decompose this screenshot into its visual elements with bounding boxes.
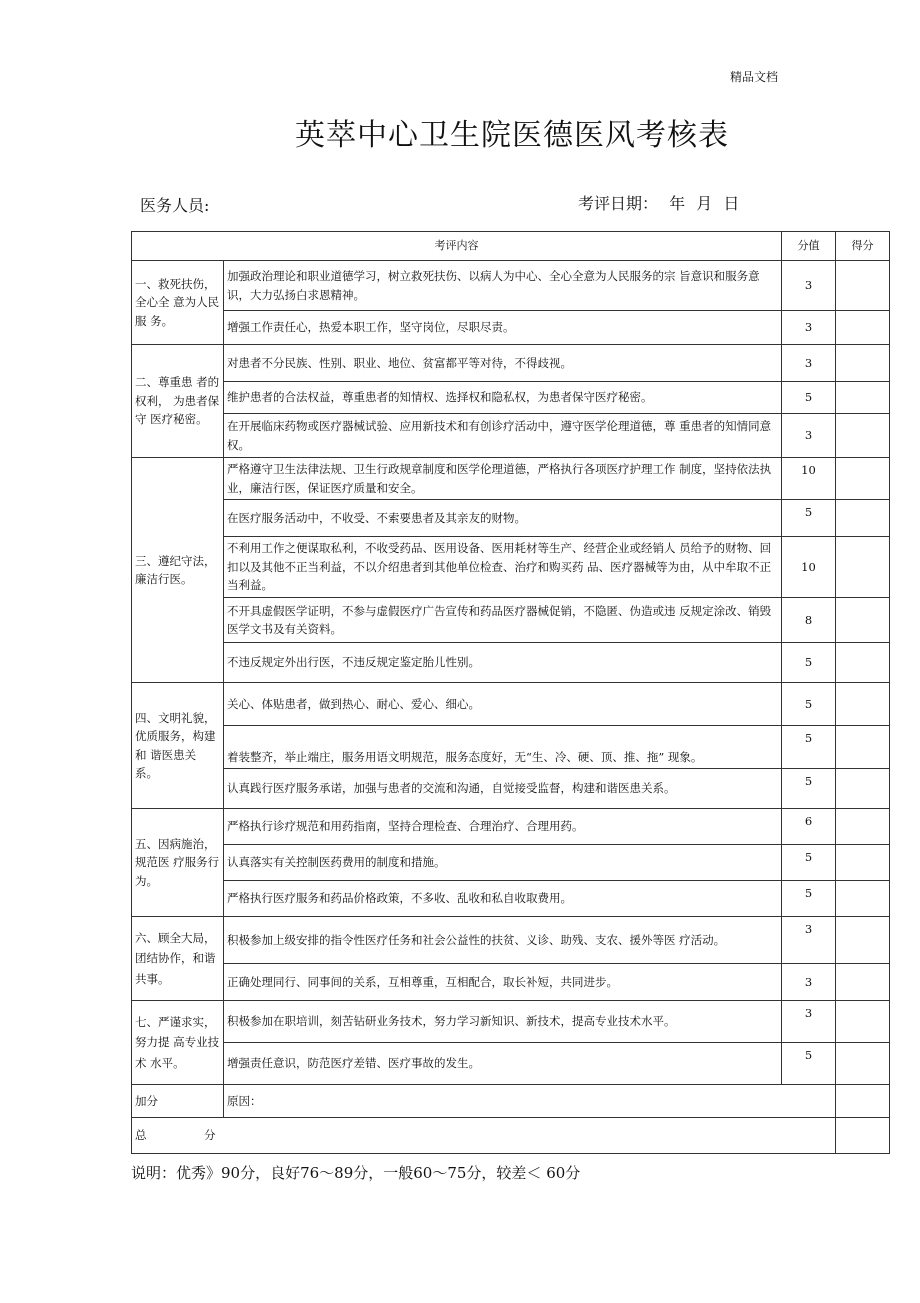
score-value: 3 (782, 311, 836, 345)
got-score-cell[interactable] (836, 311, 890, 345)
bonus-score-cell[interactable] (836, 1085, 890, 1118)
criterion-text: 加强政治理论和职业道德学习，树立救死扶伤、以病人为中心、全心全意为人民服务的宗 旨意识和服务意识，大力弘扬白求恩精神。 (224, 261, 782, 311)
table-row (132, 1001, 890, 1043)
criterion-text: 增强责任意识，防范医疗差错、医疗事故的发生。 (224, 1043, 782, 1085)
category-cell: 三、遵纪守法，廉洁行医。 (132, 458, 224, 683)
criterion-text: 认真落实有关控制医药费用的制度和措施。 (224, 845, 782, 881)
total-score-cell[interactable] (836, 1118, 890, 1154)
table-row (132, 345, 890, 382)
score-value: 5 (782, 500, 836, 537)
score-value: 5 (782, 1043, 836, 1085)
table-row (132, 726, 890, 769)
table-row (132, 261, 890, 311)
score-value: 5 (782, 382, 836, 414)
criterion-text: 正确处理同行、同事间的关系，互相尊重，互相配合，取长补短，共同进步。 (224, 964, 782, 1001)
got-score-cell[interactable] (836, 598, 890, 643)
criterion-text: 不开具虚假医学证明，不参与虚假医疗广告宣传和药品医疗器械促销，不隐匿、伪造或违 反规定涂改、销毁医学文书及有关资料。 (224, 598, 782, 643)
score-value: 10 (782, 458, 836, 500)
score-value: 5 (782, 769, 836, 809)
got-score-cell[interactable] (836, 537, 890, 598)
table-row (132, 500, 890, 537)
got-score-cell[interactable] (836, 809, 890, 845)
got-score-cell[interactable] (836, 643, 890, 683)
score-value: 3 (782, 1001, 836, 1043)
table-row (132, 643, 890, 683)
got-score-cell[interactable] (836, 917, 890, 964)
got-score-cell[interactable] (836, 881, 890, 917)
staff-label: 医务人员: (140, 196, 210, 215)
header-got: 得分 (836, 232, 890, 261)
table-row (132, 809, 890, 845)
table-row (132, 917, 890, 964)
got-score-cell[interactable] (836, 726, 890, 769)
score-value: 6 (782, 809, 836, 845)
got-score-cell[interactable] (836, 261, 890, 311)
criterion-text: 严格遵守卫生法律法规、卫生行政规章制度和医学伦理道德，严格执行各项医疗护理工作 制度，坚持依法执业，廉洁行医，保证医疗质量和安全。 (224, 458, 782, 500)
got-score-cell[interactable] (836, 345, 890, 382)
score-value: 5 (782, 845, 836, 881)
date-year: 年 (669, 194, 686, 213)
page-title: 英萃中心卫生院医德医风考核表 (295, 118, 729, 153)
criterion-text: 积极参加上级安排的指令性医疗任务和社会公益性的扶贫、义诊、助残、支农、援外等医 疗活动。 (224, 917, 782, 964)
score-value: 3 (782, 414, 836, 458)
got-score-cell[interactable] (836, 414, 890, 458)
score-value: 5 (782, 881, 836, 917)
got-score-cell[interactable] (836, 1043, 890, 1085)
score-value: 3 (782, 345, 836, 382)
table-row (132, 382, 890, 414)
criterion-text: 维护患者的合法权益，尊重患者的知情权、选择权和隐私权，为患者保守医疗秘密。 (224, 382, 782, 414)
table-row (132, 769, 890, 809)
header-score: 分值 (782, 232, 836, 261)
category-cell: 六、顾全大局，团结协作，和谐共事。 (132, 917, 224, 1001)
bonus-label: 加分 (132, 1085, 224, 1118)
got-score-cell[interactable] (836, 1001, 890, 1043)
table-row (132, 598, 890, 643)
table-header-row (132, 232, 890, 261)
table-row (132, 537, 890, 598)
rating-note: 说明：优秀》90分，良好76～89分，一般60～75分，较差＜ 60分 (131, 1164, 581, 1182)
table-row (132, 458, 890, 500)
criterion-text: 积极参加在职培训，刻苦钻研业务技术，努力学习新知识、新技术，提高专业技术水平。 (224, 1001, 782, 1043)
got-score-cell[interactable] (836, 683, 890, 726)
criterion-text: 对患者不分民族、性别、职业、地位、贫富都平等对待，不得歧视。 (224, 345, 782, 382)
criterion-text: 严格执行诊疗规范和用药指南，坚持合理检查、合理治疗、合理用药。 (224, 809, 782, 845)
date-month: 月 (696, 194, 713, 213)
got-score-cell[interactable] (836, 845, 890, 881)
criterion-text: 认真践行医疗服务承诺，加强与患者的交流和沟通，自觉接受监督，构建和谐医患关系。 (224, 769, 782, 809)
category-cell: 四、文明礼貌，优质服务，构建和 谐医患关 系。 (132, 683, 224, 809)
evaluation-table (131, 231, 890, 1154)
total-row (132, 1118, 890, 1154)
score-value: 3 (782, 964, 836, 1001)
criterion-text: 着装整齐，举止端庄，服务用语文明规范，服务态度好，无“生、冷、硬、顶、推、拖” 现象。 (224, 726, 782, 769)
category-cell: 一、救死扶伤，全心全 意为人民服 务。 (132, 261, 224, 345)
score-value: 5 (782, 683, 836, 726)
score-value: 5 (782, 643, 836, 683)
table-row (132, 881, 890, 917)
score-value: 5 (782, 726, 836, 769)
date-label: 考评日期： (578, 194, 659, 213)
table-row (132, 414, 890, 458)
evaluation-date (578, 191, 745, 214)
got-score-cell[interactable] (836, 458, 890, 500)
category-cell: 五、因病施治，规范医 疗服务行 为。 (132, 809, 224, 917)
category-cell: 二、尊重患 者的权利， 为患者保守 医疗秘密。 (132, 345, 224, 458)
date-day: 日 (723, 194, 740, 213)
criterion-text: 在开展临床药物或医疗器械试验、应用新技术和有创诊疗活动中，遵守医学伦理道德，尊 重患者的知情同意权。 (224, 414, 782, 458)
got-score-cell[interactable] (836, 500, 890, 537)
score-value: 3 (782, 917, 836, 964)
table-row (132, 1043, 890, 1085)
criterion-text: 增强工作责任心，热爱本职工作，坚守岗位，尽职尽责。 (224, 311, 782, 345)
got-score-cell[interactable] (836, 769, 890, 809)
header-content: 考评内容 (132, 232, 782, 261)
got-score-cell[interactable] (836, 964, 890, 1001)
category-cell: 七、严谨求实，努力提 高专业技术 水平。 (132, 1001, 224, 1085)
table-row (132, 845, 890, 881)
criterion-text: 关心、体贴患者，做到热心、耐心、爱心、细心。 (224, 683, 782, 726)
score-value: 3 (782, 261, 836, 311)
table-row (132, 683, 890, 726)
criterion-text: 在医疗服务活动中，不收受、不索要患者及其亲友的财物。 (224, 500, 782, 537)
score-value: 10 (782, 537, 836, 598)
criterion-text: 不违反规定外出行医，不违反规定鉴定胎儿性别。 (224, 643, 782, 683)
table-row (132, 964, 890, 1001)
got-score-cell[interactable] (836, 382, 890, 414)
criterion-text: 不利用工作之便谋取私利，不收受药品、医用设备、医用耗材等生产、经营企业或经销人 员给予的财物、回扣以及其他不正当利益，不以介绍患者到其他单位检查、治疗和购买药 品、医疗器械等为由，从中牟取不正当利益。 (224, 537, 782, 598)
bonus-row (132, 1085, 890, 1118)
watermark-text: 精品文档 (730, 70, 779, 84)
total-label: 总 分 (132, 1118, 836, 1154)
table-row (132, 311, 890, 345)
bonus-reason[interactable]: 原因： (224, 1085, 836, 1118)
score-value: 8 (782, 598, 836, 643)
criterion-text: 严格执行医疗服务和药品价格政策，不多收、乱收和私自收取费用。 (224, 881, 782, 917)
